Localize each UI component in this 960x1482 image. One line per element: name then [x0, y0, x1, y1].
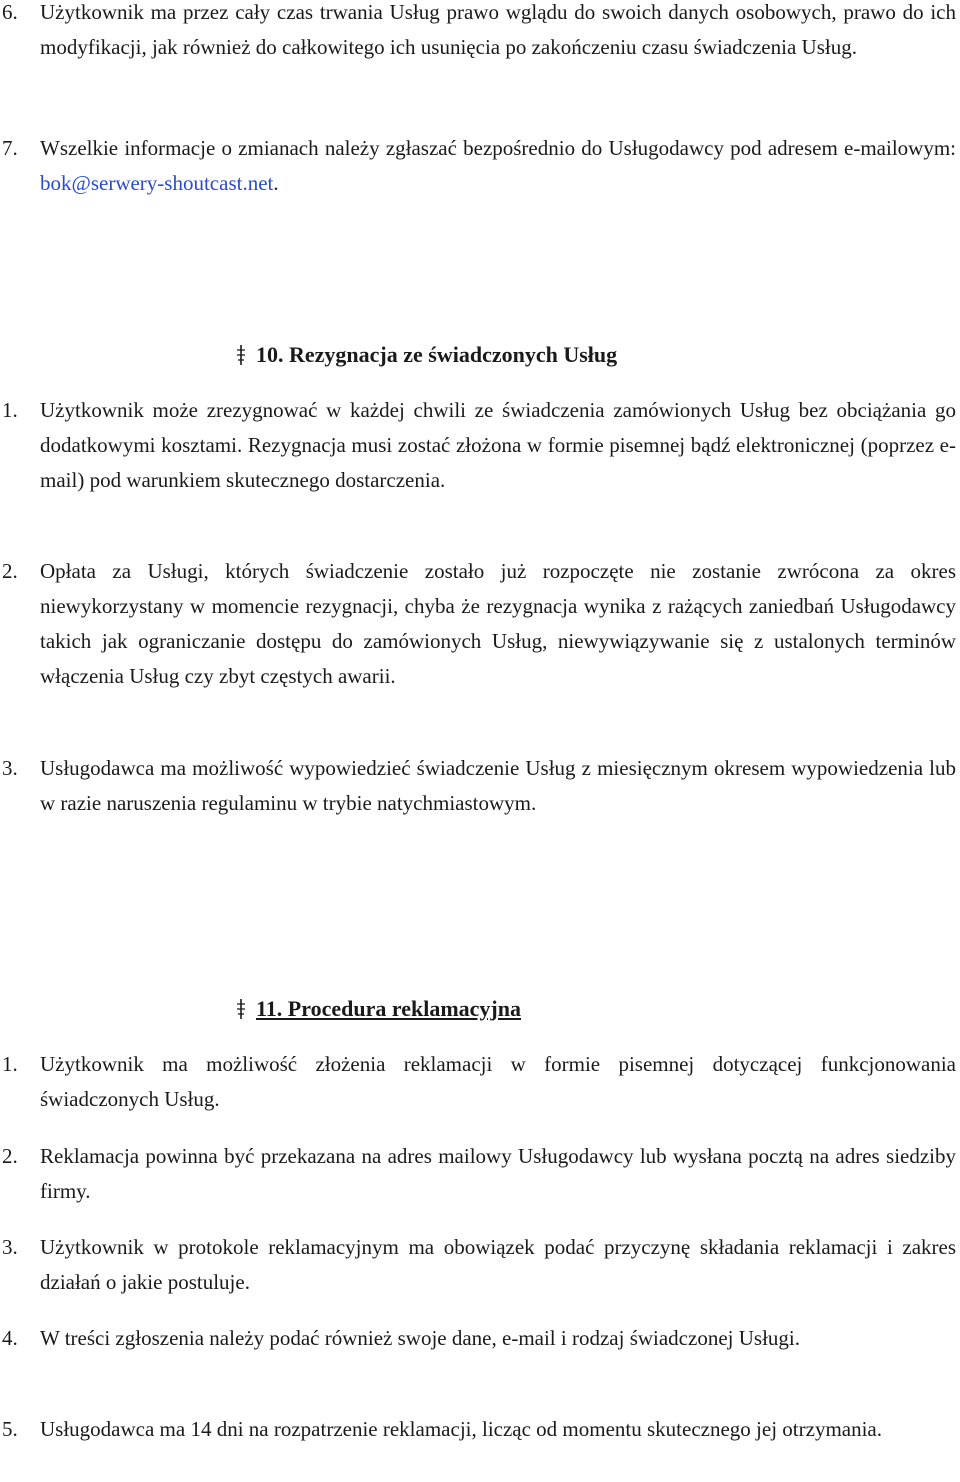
list-item-text [40, 131, 956, 201]
list-item-number: 1. [2, 398, 18, 422]
bullet-icon [236, 344, 246, 366]
section-heading-text: 10. Rezygnacja ze świadczonych Usług [256, 342, 618, 367]
list-item-number: 3. [2, 1235, 18, 1259]
list-item-number: 4. [2, 1326, 18, 1350]
section-heading [236, 340, 617, 370]
list-item [0, 0, 956, 65]
list-item-text: Opłata za Usługi, których świadczenie zostało już rozpoczęte nie zostanie zwrócona za okres niewykorzystany w momencie rezygnacji, chyba że rezygnacja wynika z rażących zaniedbań Usługodawcy takich jak ograniczanie dostępu do zamówionych Usług, niewywiązywanie się z ustalonych terminów włączenia Usług czy zbyt częstych awarii. [40, 559, 956, 688]
list-item [0, 1047, 956, 1117]
list-item [0, 1230, 956, 1300]
list-item [0, 1412, 956, 1447]
list-item [0, 393, 956, 498]
list-item-number: 6. [2, 0, 18, 24]
list-item-number: 7. [2, 136, 18, 160]
section-heading [236, 994, 521, 1024]
list-item-number: 1. [2, 1052, 18, 1076]
list-item [0, 1139, 956, 1209]
list-item-text: Użytkownik w protokole reklamacyjnym ma obowiązek podać przyczynę składania reklamacji i zakres działań o jakie postuluje. [40, 1235, 956, 1294]
email-link[interactable]: bok@serwery-shoutcast.net [40, 171, 274, 195]
list-item-text: Usługodawca ma 14 dni na rozpatrzenie reklamacji, licząc od momentu skutecznego jej otrzymania. [40, 1417, 882, 1441]
section-heading-text: 11. Procedura reklamacyjna [256, 996, 521, 1021]
list-item-text: Użytkownik ma przez cały czas trwania Usług prawo wglądu do swoich danych osobowych, prawo do ich modyfikacji, jak również do całkowitego ich usunięcia po zakończeniu czasu świadczenia Usług. [40, 0, 956, 59]
list-item-number: 2. [2, 559, 18, 583]
bullet-icon [236, 998, 246, 1020]
list-item-text: W treści zgłoszenia należy podać również swoje dane, e-mail i rodzaj świadczonej Usługi. [40, 1326, 800, 1350]
list-item-number: 5. [2, 1417, 18, 1441]
list-item-text: Reklamacja powinna być przekazana na adres mailowy Usługodawcy lub wysłana pocztą na adres siedziby firmy. [40, 1144, 956, 1203]
list-item [0, 131, 956, 201]
list-item-text-before: Wszelkie informacje o zmianach należy zgłaszać bezpośrednio do Usługodawcy pod adresem e-mailowym: [40, 136, 956, 160]
list-item-text: Użytkownik może zrezygnować w każdej chwili ze świadczenia zamówionych Usług bez obciążania go dodatkowymi kosztami. Rezygnacja musi zostać złożona w formie pisemnej bądź elektronicznej (poprzez e-mail) pod warunkiem skutecznego dostarczenia. [40, 398, 956, 492]
list-item [0, 1321, 956, 1356]
list-item-text-after: . [273, 171, 279, 195]
list-item [0, 751, 956, 821]
list-item-text: Użytkownik ma możliwość złożenia reklamacji w formie pisemnej dotyczącej funkcjonowania świadczonych Usług. [40, 1052, 956, 1111]
list-item [0, 554, 956, 694]
list-item-number: 3. [2, 756, 18, 780]
list-item-text: Usługodawca ma możliwość wypowiedzieć świadczenie Usług z miesięcznym okresem wypowiedzenia lub w razie naruszenia regulaminu w trybie natychmiastowym. [40, 756, 956, 815]
list-item-number: 2. [2, 1144, 18, 1168]
